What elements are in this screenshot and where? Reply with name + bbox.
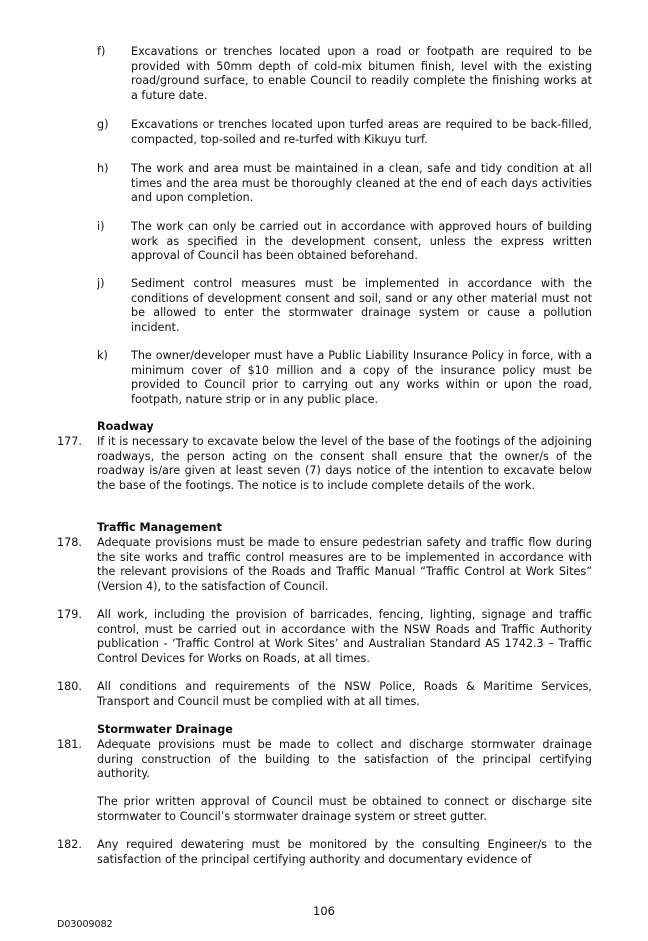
condition-text: The prior written approval of Council must be obtained to connect or discharge site stormwater to Council’s stormwater drainage system or street gutter. bbox=[97, 795, 592, 823]
section-heading-stormwater: Stormwater Drainage bbox=[97, 723, 233, 736]
subitem-label: k) bbox=[97, 349, 108, 362]
condition-number: 179. bbox=[57, 608, 82, 621]
condition-number: 178. bbox=[57, 536, 82, 549]
subitem-label: j) bbox=[97, 277, 105, 290]
condition-number: 180. bbox=[57, 680, 82, 693]
subitem-label: g) bbox=[97, 118, 109, 131]
condition-text: Adequate provisions must be made to ensure pedestrian safety and traffic flow during the site works and traffic control measures are to be implemented in accordance with the relevant provisions of the Roads and Traffic Manual “Traffic Control at Work Sites” (Version 4), to the satisfaction of Council. bbox=[97, 536, 592, 593]
condition-number: 181. bbox=[57, 738, 82, 751]
section-heading-roadway: Roadway bbox=[97, 420, 154, 433]
subitem-label: i) bbox=[97, 220, 105, 233]
page-number: 106 bbox=[313, 904, 335, 918]
condition-text: All work, including the provision of barricades, fencing, lighting, signage and traffic control, must be carried out in accordance with the NSW Roads and Traffic Authority publication - ‘Traffic Control at Work Sites’ and Australian Standard AS 1742.3 – Traffic Control Devices for Works on Roads, at all times. bbox=[97, 608, 592, 665]
document-code: D03009082 bbox=[57, 919, 113, 930]
subitem-text: The work can only be carried out in accordance with approved hours of building work as specified in the development consent, unless the express written approval of Council has been obtained beforehand. bbox=[131, 220, 592, 263]
subitem-label: f) bbox=[97, 45, 106, 58]
subitem-text: Excavations or trenches located upon turfed areas are required to be back-filled, compacted, top-soiled and re-turfed with Kikuyu turf. bbox=[131, 118, 592, 146]
condition-text: If it is necessary to excavate below the level of the base of the footings of the adjoining roadways, the person acting on the consent shall ensure that the owner/s of the roadway is/are given at least seven (7) days notice of the intention to excavate below the base of the footings. The notice is to include complete details of the work. bbox=[97, 435, 592, 492]
condition-text: All conditions and requirements of the NSW Police, Roads & Maritime Services, Transport and Council must be complied with at all times. bbox=[97, 680, 592, 708]
section-heading-traffic: Traffic Management bbox=[97, 521, 222, 534]
condition-text: Any required dewatering must be monitored by the consulting Engineer/s to the satisfaction of the principal certifying authority and documentary evidence of bbox=[97, 838, 592, 866]
subitem-label: h) bbox=[97, 162, 109, 175]
condition-number: 182. bbox=[57, 838, 82, 851]
subitem-text: Excavations or trenches located upon a road or footpath are required to be provided with 50mm depth of cold-mix bitumen finish, level with the existing road/ground surface, to enable Council to readily complete the finishing works at a future date. bbox=[131, 45, 592, 102]
subitem-text: The work and area must be maintained in a clean, safe and tidy condition at all times and the area must be thoroughly cleaned at the end of each days activities and upon completion. bbox=[131, 162, 592, 205]
subitem-text: The owner/developer must have a Public Liability Insurance Policy in force, with a minimum cover of $10 million and a copy of the insurance policy must be provided to Council prior to carrying out any works within or upon the road, footpath, nature strip or in any public place. bbox=[131, 349, 592, 406]
subitem-text: Sediment control measures must be implemented in accordance with the conditions of development consent and soil, sand or any other material must not be allowed to enter the stormwater drainage system or cause a pollution incident. bbox=[131, 277, 592, 334]
condition-number: 177. bbox=[57, 435, 82, 448]
condition-text: Adequate provisions must be made to collect and discharge stormwater drainage during construction of the building to the satisfaction of the principal certifying authority. bbox=[97, 738, 592, 781]
